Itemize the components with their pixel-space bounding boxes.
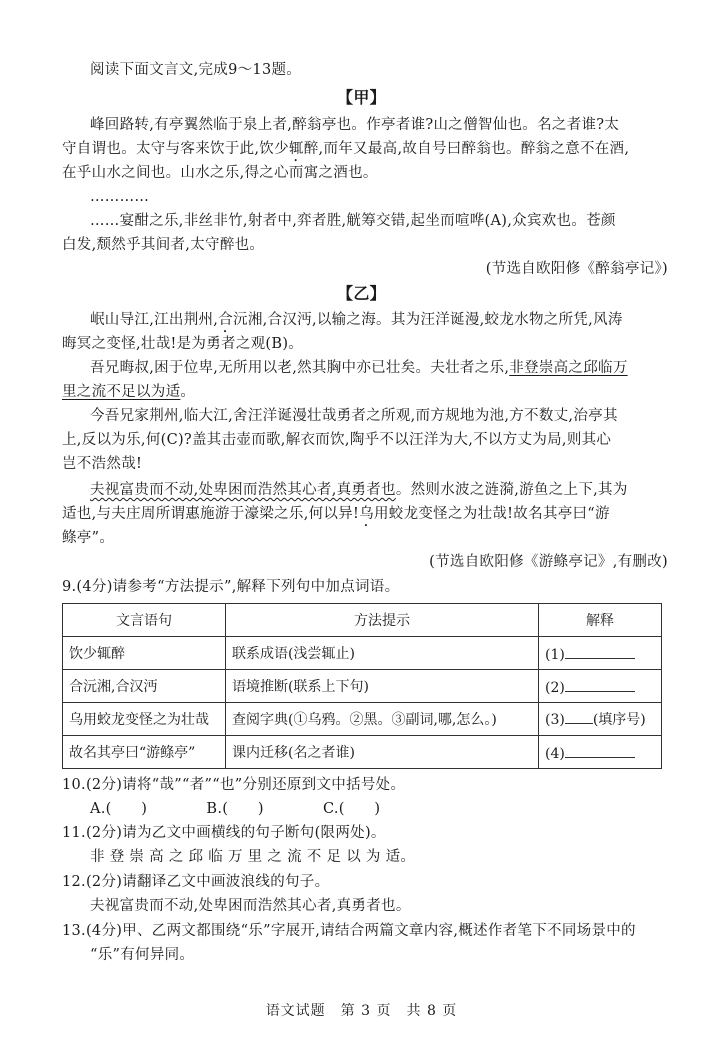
text: 沅湘,合汉沔,以输之海。其为汪洋诞漫,蛟龙水物之所凭,风涛 [233, 312, 623, 328]
hint-cell: 课内迁移(名之者谁) [226, 736, 539, 769]
table-row [63, 637, 662, 670]
text: 岷山导江,江出荆州, [90, 312, 219, 328]
q9-stem: 9.(4分)请参考“方法提示”,解释下列句中加点词语。 [62, 579, 400, 595]
table-row [63, 670, 662, 703]
table-row [63, 736, 662, 769]
answer-suffix: (填序号) [592, 712, 646, 728]
q9-table [62, 603, 662, 769]
dotted-word: 合 [218, 312, 234, 328]
jia-p2-line2: 白发,颓然乎其间者,太守醉也。 [62, 237, 265, 253]
yi-p3-line1: 今吾兄家荆州,临大江,舍汪洋诞漫壮哉勇者之所观,而方规地为池,方不数丈,治亭其 [90, 408, 618, 424]
yi-p4-line1 [90, 480, 671, 500]
dotted-word: 辄 [288, 141, 304, 157]
yi-source: (节选自欧阳修《游鲦亭记》,有删改) [429, 554, 668, 570]
answer-blank[interactable] [565, 709, 593, 724]
answer-number: (3) [545, 712, 565, 728]
text: 吾兄晦叔,困于位卑,无所用以老,然其胸中亦已壮矣。夫壮者之乐, [90, 360, 510, 376]
q11-stem: 11.(2分)请为乙文中画横线的句子断句(限两处)。 [62, 825, 386, 841]
page-footer: 语文试题 第 3 页 共 8 页 [265, 1003, 458, 1019]
jia-heading: 【甲】 [337, 88, 386, 107]
table-header-row [63, 604, 662, 637]
sentence-cell: 合沅湘,合汉沔 [63, 670, 226, 703]
q12-sentence: 夫视富贵而不动,处卑困而浩然其心者,真勇者也。 [90, 898, 411, 914]
text: 适也,与夫庄周所谓惠施游于濠梁之乐,何以异! [62, 506, 360, 522]
answer-cell[interactable] [539, 637, 662, 670]
q10-options: A.( ) B.( ) C.( ) [90, 801, 381, 817]
sentence-cell: 乌用蛟龙变怪之为壮哉 [63, 703, 226, 736]
yi-p3-line2: 上,反以为乐,何(C)?盖其击壶而歌,解衣而饮,陶乎不以汪洋为大,不以方丈为局,则其心 [62, 432, 612, 448]
yi-p4-line3: 鲦亭”。 [62, 530, 115, 546]
hint-cell: 联系成语(浅尝辄止) [226, 637, 539, 670]
sentence-cell [63, 637, 226, 670]
hint-cell: 语境推断(联系上下句) [226, 670, 539, 703]
answer-blank[interactable] [565, 743, 635, 758]
yi-heading: 【乙】 [337, 284, 386, 303]
text: 守自谓也。太守与客来饮于此,饮少 [62, 141, 289, 157]
underlined-sentence: 非登崇高之邱临万 [509, 360, 628, 376]
yi-p2-line2 [62, 382, 671, 402]
dotted-word: 乌 [359, 506, 374, 522]
answer-number: (1) [545, 646, 565, 663]
answer-blank[interactable] [565, 644, 635, 659]
q13-stem-line2: “乐”有何异同。 [90, 947, 195, 963]
column-header: 文言语句 [63, 604, 226, 637]
q13-stem-line1: 13.(4分)甲、乙两文都围绕“乐”字展开,请结合两篇文章内容,概述作者笔下不同场景中的 [62, 923, 636, 939]
text: 饮少辄醉 [69, 646, 125, 662]
yi-p3-line3: 岂不浩然哉! [62, 456, 143, 472]
yi-p1-line2: 晦冥之变怪,壮哉!是为勇者之观(B)。 [62, 336, 304, 352]
yi-p2-line1 [90, 358, 671, 378]
q11-sentence: 非 登 崇 高 之 邱 临 万 里 之 流 不 足 以 为 适。 [90, 849, 416, 865]
q12-stem: 12.(2分)请翻译乙文中画波浪线的句子。 [62, 874, 330, 890]
text: 醉,而年又最高,故自号曰醉翁也。醉翁之意不在酒, [303, 141, 630, 157]
jia-p1-line1: 峰回路转,有亭翼然临于泉上者,醉翁亭也。作亭者谁?山之僧智仙也。名之者谁?太 [90, 117, 620, 133]
answer-cell[interactable] [539, 670, 662, 703]
yi-p4-line2 [62, 504, 671, 530]
answer-number: (4) [545, 745, 565, 762]
sentence-cell: 故名其亭曰“游鲦亭” [63, 736, 226, 769]
wavy-sentence: 夫视富贵而不动,处卑困而浩然其心者,真勇者也 [90, 482, 396, 498]
yi-p1-line1 [90, 310, 671, 336]
intro: 阅读下面文言文,完成9～13题。 [90, 62, 302, 78]
table-row [63, 703, 662, 736]
jia-ellipsis: ………… [90, 189, 150, 205]
column-header: 方法提示 [226, 604, 539, 637]
answer-blank[interactable] [565, 677, 635, 692]
answer-cell[interactable] [539, 703, 662, 736]
text: 。然则水波之涟漪,游鱼之上下,其为 [395, 482, 628, 498]
underlined-sentence: 里之流不足以为适 [62, 384, 181, 400]
jia-source: (节选自欧阳修《醉翁亭记》) [485, 261, 668, 277]
text: 用蛟龙变怪之为壮哉!故名其亭曰“游 [373, 506, 610, 522]
answer-number: (2) [545, 679, 565, 696]
jia-p1-line3: 在乎山水之间也。山水之乐,得之心而寓之酒也。 [62, 165, 378, 181]
jia-p1-line2 [62, 139, 671, 165]
q10-stem: 10.(2分)请将“哉”“者”“也”分别还原到文中括号处。 [62, 777, 406, 793]
column-header: 解释 [539, 604, 662, 637]
text: 。 [180, 384, 196, 400]
jia-p2-line1: ……宴酣之乐,非丝非竹,射者中,弈者胜,觥筹交错,起坐而喧哗(A),众宾欢也。苍颜 [90, 213, 616, 229]
answer-cell[interactable] [539, 736, 662, 769]
hint-cell: 查阅字典(①乌鸦。②黑。③副词,哪,怎么。) [226, 703, 539, 736]
